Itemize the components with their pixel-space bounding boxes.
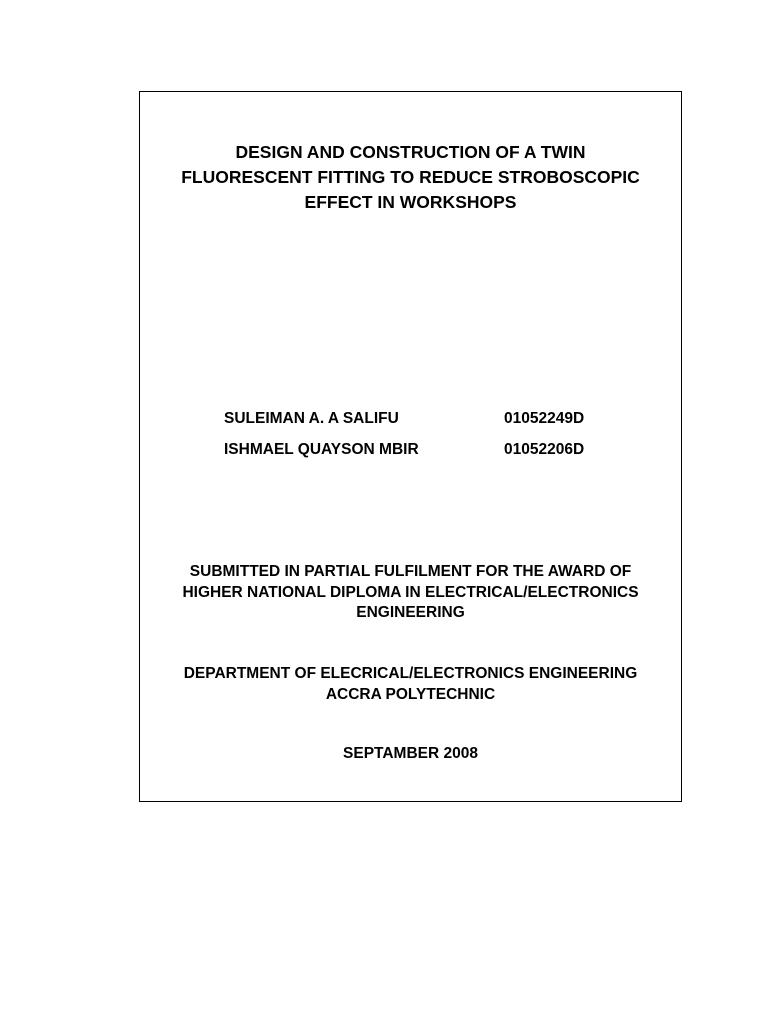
thesis-title xyxy=(140,140,681,215)
title-line-2: FLUORESCENT FITTING TO REDUCE STROBOSCOPIC xyxy=(181,167,640,187)
author-id: 01052249D xyxy=(504,410,585,427)
authors-list xyxy=(224,410,644,472)
submission-statement xyxy=(140,562,681,624)
author-row xyxy=(224,441,644,472)
author-row xyxy=(224,410,644,441)
author-name: SULEIMAN A. A SALIFU xyxy=(224,410,399,427)
author-id: 01052206D xyxy=(504,441,585,458)
title-page-border xyxy=(139,91,682,802)
institution-name: ACCRA POLYTECHNIC xyxy=(325,685,496,703)
author-name: ISHMAEL QUAYSON MBIR xyxy=(224,441,419,458)
title-line-1: DESIGN AND CONSTRUCTION OF A TWIN xyxy=(235,142,586,162)
submission-date: SEPTAMBER 2008 xyxy=(343,745,478,762)
submission-line-1: SUBMITTED IN PARTIAL FULFILMENT FOR THE AWARD OF xyxy=(189,563,632,580)
submission-line-2: HIGHER NATIONAL DIPLOMA IN ELECTRICAL/ELECTRONICS xyxy=(182,583,639,601)
title-line-3: EFFECT IN WORKSHOPS xyxy=(304,192,517,212)
department-block xyxy=(140,664,681,705)
department-name: DEPARTMENT OF ELECRICAL/ELECTRONICS ENGINEERING xyxy=(183,665,638,682)
submission-line-3: ENGINEERING xyxy=(356,604,465,621)
